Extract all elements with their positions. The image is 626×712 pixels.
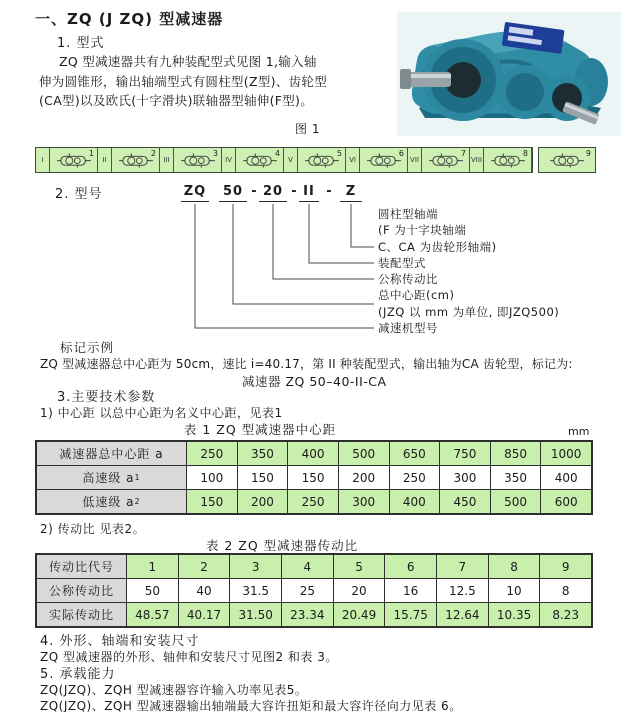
assembly-number: 7 bbox=[460, 149, 466, 158]
table-row bbox=[37, 555, 591, 579]
table-row bbox=[37, 603, 591, 626]
reducer-photo bbox=[397, 12, 621, 136]
row-label-text: 高速级 a bbox=[82, 471, 135, 485]
table2-caption: 表 2 ZQ 型减速器传动比 bbox=[205, 538, 359, 553]
example-text: ZQ 型减速器总中心距为 50cm，速比 i=40.17，第 II 种装配型式，输出轴为CA 齿轮型，标记为: bbox=[40, 357, 573, 371]
table-cell: 300 bbox=[440, 466, 491, 489]
mini-reducer-icon bbox=[491, 153, 525, 168]
table-cell: 8 bbox=[540, 579, 591, 602]
paragraph-line: (CA型)以及欧氏(十字滑块)联轴器型轴伸(F型)。 bbox=[39, 93, 314, 108]
table-cell: 7 bbox=[437, 555, 489, 578]
row-label-sub: 2 bbox=[134, 497, 141, 506]
assembly-diagram-cell bbox=[484, 148, 532, 172]
assembly-roman-label: V bbox=[284, 148, 298, 172]
table-cell: 350 bbox=[491, 466, 542, 489]
row-cells bbox=[187, 442, 591, 465]
table-cell: 250 bbox=[390, 466, 441, 489]
table-cell: 150 bbox=[288, 466, 339, 489]
assembly-diagram-cell bbox=[360, 148, 408, 172]
model-label-line: 减速机型号 bbox=[378, 321, 438, 336]
table-cell: 100 bbox=[187, 466, 238, 489]
table-cell: 31.50 bbox=[230, 603, 282, 626]
table-cell: 450 bbox=[440, 490, 491, 513]
mini-reducer-icon bbox=[429, 153, 463, 168]
table-cell: 250 bbox=[288, 490, 339, 513]
model-label-line: 总中心距(cm) bbox=[378, 288, 455, 303]
assembly-number: 6 bbox=[398, 149, 404, 158]
row-label: 传动比代号 bbox=[37, 555, 127, 578]
mini-reducer-icon bbox=[181, 153, 215, 168]
assembly-diagram-cell-9 bbox=[538, 147, 596, 173]
assembly-roman-label: I bbox=[36, 148, 50, 172]
table1-caption: 表 1 ZQ 型减速器中心距 bbox=[183, 422, 337, 437]
mini-reducer-icon bbox=[119, 153, 153, 168]
section1-heading: 1. 型式 bbox=[57, 36, 105, 51]
table-cell: 20.49 bbox=[334, 603, 386, 626]
mini-reducer-icon bbox=[305, 153, 339, 168]
assembly-diagram-cell bbox=[112, 148, 160, 172]
model-label-line: 公称传动比 bbox=[378, 272, 438, 287]
model-dash: - bbox=[326, 184, 332, 199]
table-cell: 400 bbox=[288, 442, 339, 465]
table-cell: 400 bbox=[390, 490, 441, 513]
assembly-roman-label: IV bbox=[222, 148, 236, 172]
table-cell: 25 bbox=[282, 579, 334, 602]
page-title: 一、ZQ (J ZQ) 型减速器 bbox=[35, 10, 224, 28]
table-cell: 300 bbox=[339, 490, 390, 513]
assembly-diagram-cell bbox=[236, 148, 284, 172]
model-label-line: C、CA 为齿轮形轴端) bbox=[378, 239, 497, 254]
section3-item2: 2) 传动比 见表2。 bbox=[40, 522, 146, 536]
model-part-shaft: Z bbox=[340, 184, 362, 202]
table-cell: 12.5 bbox=[437, 579, 489, 602]
table-cell: 40 bbox=[179, 579, 231, 602]
section5-heading: 5. 承载能力 bbox=[40, 667, 116, 682]
row-label: 实际传动比 bbox=[37, 603, 127, 626]
table-cell: 10 bbox=[489, 579, 541, 602]
table-cell: 8.23 bbox=[540, 603, 591, 626]
table-row bbox=[37, 442, 591, 466]
assembly-roman-label: II bbox=[98, 148, 112, 172]
section4-line: ZQ 型减速器的外形、轴伸和安装尺寸见图2 和表 3。 bbox=[40, 650, 338, 664]
mini-reducer-icon bbox=[243, 153, 277, 168]
row-cells bbox=[187, 466, 591, 489]
table-cell: 2 bbox=[179, 555, 231, 578]
mini-reducer-icon bbox=[550, 153, 584, 168]
row-cells bbox=[127, 579, 591, 602]
section2-heading: 2. 型号 bbox=[55, 187, 103, 202]
section3-heading: 3.主要技术参数 bbox=[57, 390, 156, 405]
table-cell: 400 bbox=[541, 466, 591, 489]
assembly-roman-label: VIII bbox=[470, 148, 484, 172]
model-label-line: (F 为十字块轴端 bbox=[378, 223, 467, 238]
assembly-number: 2 bbox=[150, 149, 156, 158]
table-row bbox=[37, 490, 591, 513]
model-label-line: 圆柱型轴端 bbox=[378, 207, 438, 221]
table-cell: 850 bbox=[491, 442, 542, 465]
paragraph-line: ZQ 型减速器共有九种装配型式见图 1,输入轴 bbox=[59, 54, 317, 69]
example-result: 减速器 ZQ 50–40-II-CA bbox=[242, 374, 387, 389]
table1-center-distance bbox=[35, 440, 593, 515]
table-cell: 3 bbox=[230, 555, 282, 578]
row-label: 公称传动比 bbox=[37, 579, 127, 602]
model-part-ratio: 20 bbox=[259, 184, 287, 202]
row-label bbox=[37, 466, 187, 489]
assembly-number: 3 bbox=[212, 149, 218, 158]
reducer-photo-drawing bbox=[397, 12, 621, 136]
model-part-series: ZQ bbox=[181, 184, 209, 202]
assembly-type-strip bbox=[35, 147, 533, 173]
table-cell: 15.75 bbox=[385, 603, 437, 626]
table-cell: 750 bbox=[440, 442, 491, 465]
table-cell: 10.35 bbox=[489, 603, 541, 626]
model-label-line: 装配型式 bbox=[378, 255, 426, 270]
table1-unit-label: mm bbox=[568, 425, 590, 438]
assembly-roman-label: VI bbox=[346, 148, 360, 172]
assembly-number: 9 bbox=[585, 149, 591, 158]
table-cell: 6 bbox=[385, 555, 437, 578]
model-code-labels bbox=[378, 206, 559, 336]
table-cell: 5 bbox=[334, 555, 386, 578]
table-cell: 1000 bbox=[541, 442, 591, 465]
section5-line1: ZQ(JZQ)、ZQH 型减速器容许输入功率见表5。 bbox=[40, 683, 308, 697]
model-part-assembly: II bbox=[299, 184, 319, 202]
row-label-text: 低速级 a bbox=[82, 495, 135, 509]
table-cell: 150 bbox=[238, 466, 289, 489]
table-cell: 40.17 bbox=[179, 603, 231, 626]
table2-transmission-ratio bbox=[35, 553, 593, 628]
assembly-diagram-cell bbox=[174, 148, 222, 172]
table-cell: 48.57 bbox=[127, 603, 179, 626]
assembly-diagram-cell bbox=[422, 148, 470, 172]
paragraph-line: 伸为圆锥形，输出轴端型式有圆柱型(Z型)、齿轮型 bbox=[39, 73, 328, 89]
table-cell: 500 bbox=[491, 490, 542, 513]
assembly-number: 4 bbox=[274, 149, 280, 158]
mini-reducer-icon bbox=[367, 153, 401, 168]
model-dash: - bbox=[291, 184, 297, 199]
assembly-diagram-cell bbox=[298, 148, 346, 172]
table-cell: 650 bbox=[390, 442, 441, 465]
section4-heading: 4. 外形、轴端和安装尺寸 bbox=[40, 634, 200, 649]
section5-line2: ZQ(JZQ)、ZQH 型减速器输出轴端最大容许扭矩和最大容许径向力见表 6。 bbox=[40, 699, 462, 712]
table-row bbox=[37, 466, 591, 490]
table-row bbox=[37, 579, 591, 603]
assembly-number: 1 bbox=[88, 149, 94, 158]
assembly-roman-label: III bbox=[160, 148, 174, 172]
row-label bbox=[37, 490, 187, 513]
table-cell: 600 bbox=[541, 490, 591, 513]
row-cells bbox=[127, 603, 591, 626]
row-cells bbox=[187, 490, 591, 513]
model-dash: - bbox=[251, 184, 257, 199]
table-cell: 50 bbox=[127, 579, 179, 602]
figure1-caption: 图 1 bbox=[295, 122, 320, 136]
table-cell: 350 bbox=[238, 442, 289, 465]
row-label-sub: 1 bbox=[134, 473, 141, 482]
table-cell: 200 bbox=[238, 490, 289, 513]
section1-paragraph bbox=[39, 52, 407, 111]
row-label-text: 减速器总中心距 a bbox=[59, 447, 164, 461]
table-cell: 500 bbox=[339, 442, 390, 465]
assembly-number: 5 bbox=[336, 149, 342, 158]
table-cell: 9 bbox=[540, 555, 591, 578]
table-cell: 16 bbox=[385, 579, 437, 602]
section3-item1: 1) 中心距 以总中心距为名义中心距，见表1 bbox=[40, 406, 283, 420]
mini-reducer-icon bbox=[57, 153, 91, 168]
assembly-number: 8 bbox=[522, 149, 528, 158]
table-cell: 4 bbox=[282, 555, 334, 578]
table-cell: 200 bbox=[339, 466, 390, 489]
table-cell: 1 bbox=[127, 555, 179, 578]
table-cell: 12.64 bbox=[437, 603, 489, 626]
table-cell: 150 bbox=[187, 490, 238, 513]
assembly-roman-label: VII bbox=[408, 148, 422, 172]
example-heading: 标记示例 bbox=[60, 340, 115, 355]
table-cell: 23.34 bbox=[282, 603, 334, 626]
table-cell: 20 bbox=[334, 579, 386, 602]
table-cell: 8 bbox=[489, 555, 541, 578]
model-part-center-distance: 50 bbox=[219, 184, 247, 202]
row-cells bbox=[127, 555, 591, 578]
row-label bbox=[37, 442, 187, 465]
model-label-line: (JZQ 以 mm 为单位, 即JZQ500) bbox=[378, 304, 560, 319]
table-cell: 31.5 bbox=[230, 579, 282, 602]
assembly-diagram-cell bbox=[50, 148, 98, 172]
table-cell: 250 bbox=[187, 442, 238, 465]
